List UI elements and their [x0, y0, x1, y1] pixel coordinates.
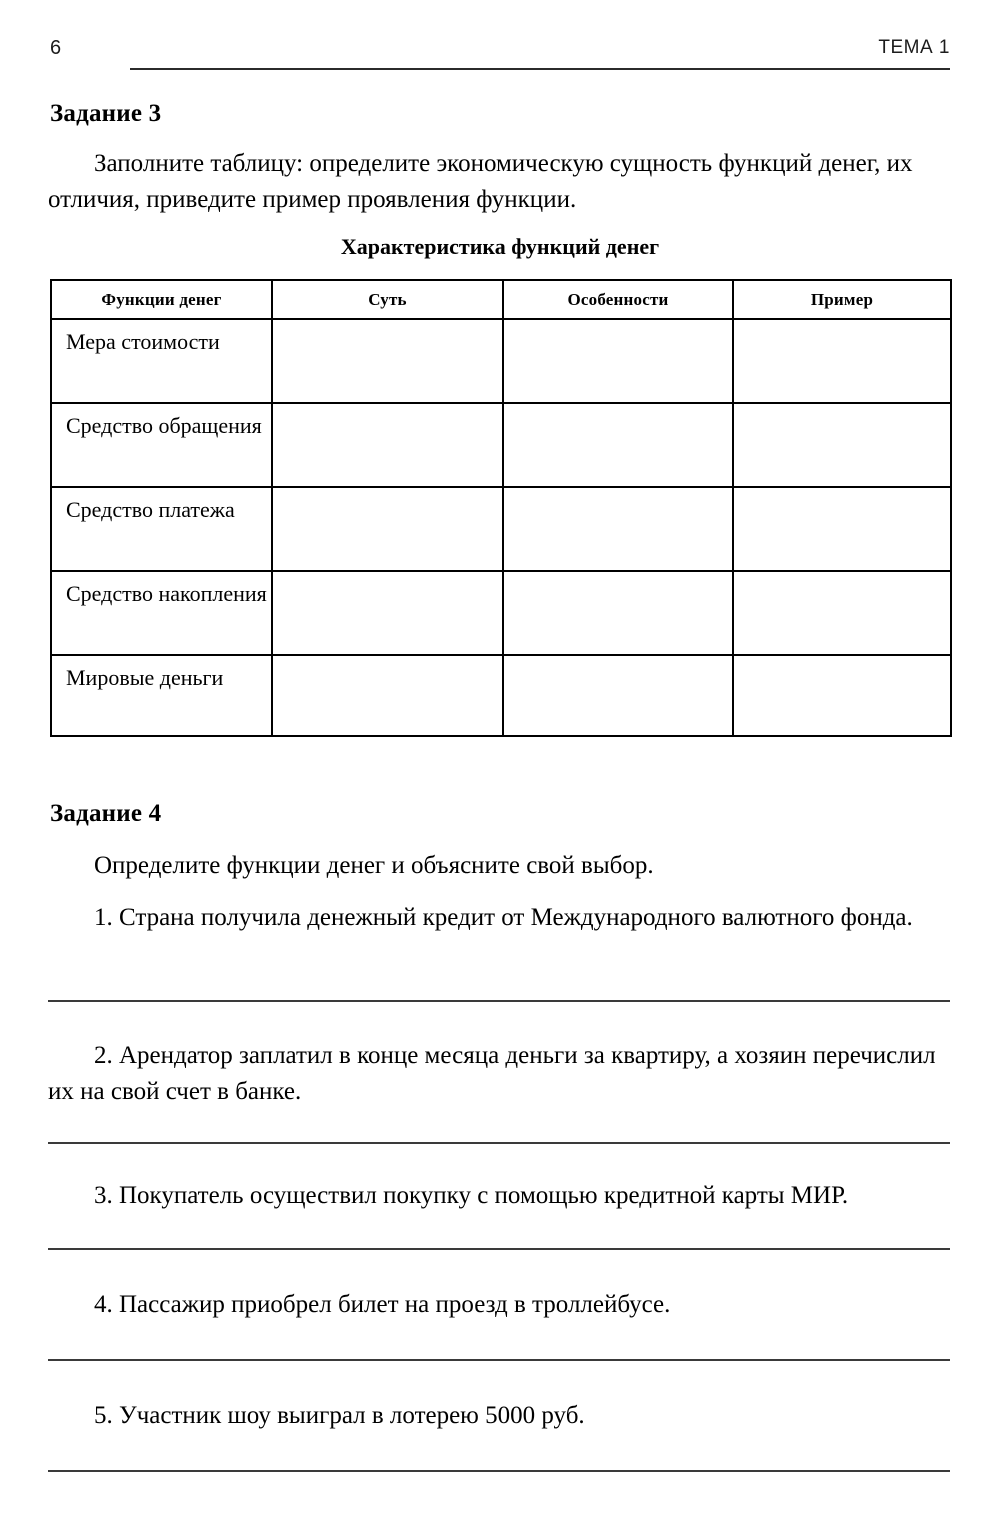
- answer-cell-essence[interactable]: [272, 487, 503, 571]
- task-4-heading: Задание 4: [50, 800, 162, 827]
- answer-cell-features[interactable]: [503, 319, 733, 403]
- task-3-instruction: Заполните таблицу: определите экономическую сущность функций денег, их отличия, приведите пример проявления функции.: [48, 150, 913, 213]
- table-row: [51, 655, 951, 736]
- column-header-functions: Функции денег: [51, 280, 272, 319]
- answer-cell-example[interactable]: [733, 487, 951, 571]
- row-label-medium-of-exchange: Средство обращения: [51, 403, 272, 487]
- row-label-measure-of-value: Мера стоимости: [51, 319, 272, 403]
- task-4-item-4: 4. Пассажир приобрел билет на проезд в троллейбусе.: [94, 1291, 671, 1318]
- answer-cell-essence[interactable]: [272, 571, 503, 655]
- row-label-store-of-value: Средство накопления: [51, 571, 272, 655]
- answer-cell-essence[interactable]: [272, 319, 503, 403]
- task-4-item-2: 2. Арендатор заплатил в конце месяца деньги за квартиру, а хозяин перечислил их на свой счет в банке.: [48, 1042, 936, 1105]
- answer-cell-features[interactable]: [503, 403, 733, 487]
- table-row: [51, 571, 951, 655]
- task-3-heading: Задание 3: [50, 100, 162, 127]
- answer-cell-features[interactable]: [503, 571, 733, 655]
- table-header-row: [51, 280, 951, 319]
- answer-cell-example[interactable]: [733, 403, 951, 487]
- table-caption: Характеристика функций денег: [340, 234, 660, 259]
- row-label-world-money: Мировые деньги: [51, 655, 272, 736]
- header-divider: [130, 68, 950, 70]
- task-4-item-3: 3. Покупатель осуществил покупку с помощью кредитной карты МИР.: [94, 1182, 849, 1209]
- table-row: [51, 319, 951, 403]
- answer-line-1[interactable]: [48, 1000, 950, 1002]
- answer-line-5[interactable]: [48, 1470, 950, 1472]
- row-label-means-of-payment: Средство платежа: [51, 487, 272, 571]
- task-4-item-1: 1. Страна получила денежный кредит от Международного валютного фонда.: [94, 904, 913, 931]
- answer-cell-example[interactable]: [733, 571, 951, 655]
- column-header-essence: Суть: [272, 280, 503, 319]
- table-row: [51, 403, 951, 487]
- answer-cell-example[interactable]: [733, 655, 951, 736]
- answer-cell-example[interactable]: [733, 319, 951, 403]
- column-header-example: Пример: [733, 280, 951, 319]
- answer-line-4[interactable]: [48, 1359, 950, 1361]
- answer-line-2[interactable]: [48, 1142, 950, 1144]
- column-header-features: Особенности: [503, 280, 733, 319]
- answer-line-3[interactable]: [48, 1248, 950, 1250]
- answer-cell-features[interactable]: [503, 655, 733, 736]
- task-4-item-5: 5. Участник шоу выиграл в лотерею 5000 руб.: [94, 1402, 585, 1429]
- answer-cell-essence[interactable]: [272, 403, 503, 487]
- running-title: ТЕМА 1: [878, 37, 950, 58]
- page-header: [0, 0, 1000, 80]
- answer-cell-essence[interactable]: [272, 655, 503, 736]
- task-4-instruction: Определите функции денег и объясните свой выбор.: [94, 852, 654, 879]
- money-functions-table: [50, 279, 952, 737]
- page-number: 6: [50, 37, 62, 59]
- table-row: [51, 487, 951, 571]
- answer-cell-features[interactable]: [503, 487, 733, 571]
